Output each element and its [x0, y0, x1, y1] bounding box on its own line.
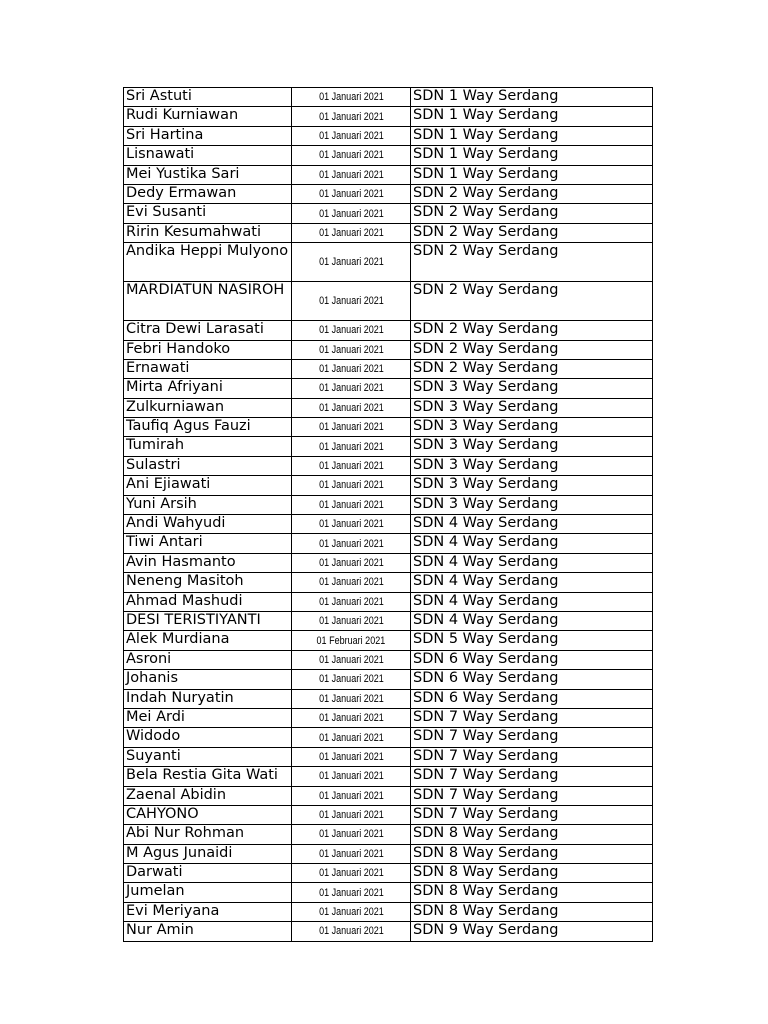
date-cell: [292, 592, 411, 611]
date-text: 01 Januari 2021: [318, 692, 384, 705]
date-text: 01 Januari 2021: [318, 906, 384, 919]
name-cell: Ahmad Mashudi: [124, 592, 292, 611]
school-cell: SDN 7 Way Serdang: [411, 728, 653, 747]
name-cell: Avin Hasmanto: [124, 553, 292, 572]
name-cell: Mei Ardi: [124, 708, 292, 727]
name-cell: Alek Murdiana: [124, 631, 292, 650]
date-cell: [292, 398, 411, 417]
date-cell: [292, 282, 411, 321]
name-cell: Abi Nur Rohman: [124, 825, 292, 844]
table-row: [124, 223, 653, 242]
table-row: [124, 146, 653, 165]
name-cell: M Agus Junaidi: [124, 844, 292, 863]
date-cell: [292, 476, 411, 495]
name-cell: Asroni: [124, 650, 292, 669]
name-cell: Zaenal Abidin: [124, 786, 292, 805]
school-cell: SDN 7 Way Serdang: [411, 805, 653, 824]
name-cell: Jumelan: [124, 883, 292, 902]
school-cell: SDN 4 Way Serdang: [411, 611, 653, 630]
table-row: [124, 88, 653, 107]
name-cell: Zulkurniawan: [124, 398, 292, 417]
name-cell: Neneng Masitoh: [124, 573, 292, 592]
date-cell: [292, 515, 411, 534]
table-row: [124, 359, 653, 378]
date-cell: [292, 243, 411, 282]
date-cell: [292, 184, 411, 203]
date-text: 01 Januari 2021: [318, 324, 384, 337]
date-text: 01 Januari 2021: [318, 809, 384, 822]
teacher-table: [123, 87, 653, 942]
name-cell: Bela Restia Gita Wati: [124, 767, 292, 786]
date-cell: [292, 553, 411, 572]
table-row: [124, 670, 653, 689]
date-cell: [292, 534, 411, 553]
table-row: [124, 340, 653, 359]
date-cell: [292, 922, 411, 941]
table-row: [124, 767, 653, 786]
name-cell: Mei Yustika Sari: [124, 165, 292, 184]
date-text: 01 Januari 2021: [318, 91, 384, 104]
school-cell: SDN 3 Way Serdang: [411, 437, 653, 456]
date-cell: [292, 418, 411, 437]
name-cell: Sri Hartina: [124, 126, 292, 145]
date-text: 01 Januari 2021: [318, 557, 384, 569]
date-text: 01 Januari 2021: [318, 363, 384, 376]
school-cell: SDN 2 Way Serdang: [411, 321, 653, 340]
school-cell: SDN 8 Way Serdang: [411, 883, 653, 902]
name-cell: DESI TERISTIYANTI: [124, 611, 292, 630]
school-cell: SDN 4 Way Serdang: [411, 534, 653, 553]
date-text: 01 Januari 2021: [318, 653, 384, 666]
school-cell: SDN 8 Way Serdang: [411, 902, 653, 921]
date-text: 01 Januari 2021: [318, 498, 384, 511]
date-cell: [292, 204, 411, 223]
date-text: 01 Januari 2021: [318, 110, 384, 123]
school-cell: SDN 7 Way Serdang: [411, 747, 653, 766]
school-cell: SDN 2 Way Serdang: [411, 282, 653, 321]
name-cell: Lisnawati: [124, 146, 292, 165]
date-text: 01 Januari 2021: [318, 421, 384, 434]
table-row: [124, 864, 653, 883]
table-row: [124, 650, 653, 669]
date-text: 01 Januari 2021: [318, 712, 384, 725]
school-cell: SDN 2 Way Serdang: [411, 243, 653, 282]
name-cell: Ani Ejiawati: [124, 476, 292, 495]
table-row: [124, 476, 653, 495]
school-cell: SDN 2 Way Serdang: [411, 184, 653, 203]
name-cell: Sulastri: [124, 456, 292, 475]
name-cell: Evi Susanti: [124, 204, 292, 223]
date-text: 01 Januari 2021: [318, 460, 384, 473]
date-text: 01 Januari 2021: [318, 256, 384, 269]
date-cell: [292, 359, 411, 378]
table-row: [124, 107, 653, 126]
date-text: 01 Januari 2021: [318, 518, 384, 531]
date-text: 01 Januari 2021: [318, 479, 384, 492]
date-cell: [292, 437, 411, 456]
date-text: 01 Januari 2021: [318, 295, 384, 308]
name-cell: Suyanti: [124, 747, 292, 766]
date-text: 01 Januari 2021: [318, 401, 384, 414]
date-text: 01 Januari 2021: [318, 576, 384, 589]
date-text: 01 Januari 2021: [318, 168, 384, 181]
date-text: 01 Januari 2021: [318, 343, 384, 356]
table-row: [124, 321, 653, 340]
table-row: [124, 515, 653, 534]
name-cell: Citra Dewi Larasati: [124, 321, 292, 340]
name-cell: Ernawati: [124, 359, 292, 378]
school-cell: SDN 7 Way Serdang: [411, 708, 653, 727]
date-cell: [292, 611, 411, 630]
table-row: [124, 631, 653, 650]
name-cell: Tumirah: [124, 437, 292, 456]
date-cell: [292, 573, 411, 592]
name-cell: Mirta Afriyani: [124, 379, 292, 398]
date-cell: [292, 825, 411, 844]
date-cell: [292, 631, 411, 650]
school-cell: SDN 7 Way Serdang: [411, 786, 653, 805]
date-text: 01 Januari 2021: [318, 129, 384, 142]
school-cell: SDN 2 Way Serdang: [411, 204, 653, 223]
name-cell: Andika Heppi Mulyono: [124, 243, 292, 282]
school-cell: SDN 2 Way Serdang: [411, 223, 653, 242]
date-cell: [292, 340, 411, 359]
name-cell: Johanis: [124, 670, 292, 689]
date-cell: [292, 650, 411, 669]
name-cell: Andi Wahyudi: [124, 515, 292, 534]
name-cell: Febri Handoko: [124, 340, 292, 359]
date-text: 01 Januari 2021: [318, 595, 384, 608]
date-cell: [292, 747, 411, 766]
name-cell: Tiwi Antari: [124, 534, 292, 553]
school-cell: SDN 2 Way Serdang: [411, 340, 653, 359]
table-row: [124, 825, 653, 844]
school-cell: SDN 6 Way Serdang: [411, 670, 653, 689]
name-cell: Widodo: [124, 728, 292, 747]
table-row: [124, 689, 653, 708]
school-cell: SDN 1 Way Serdang: [411, 126, 653, 145]
date-text: 01 Januari 2021: [318, 207, 384, 220]
name-cell: Ririn Kesumahwati: [124, 223, 292, 242]
school-cell: SDN 3 Way Serdang: [411, 476, 653, 495]
date-cell: [292, 805, 411, 824]
table-row: [124, 165, 653, 184]
date-cell: [292, 107, 411, 126]
date-text: 01 Januari 2021: [318, 750, 384, 763]
table-row: [124, 883, 653, 902]
date-text: 01 Januari 2021: [318, 615, 384, 628]
date-text: 01 Januari 2021: [318, 886, 384, 899]
table-row: [124, 747, 653, 766]
table-row: [124, 553, 653, 572]
table-row: [124, 728, 653, 747]
date-cell: [292, 728, 411, 747]
table-row: [124, 844, 653, 863]
school-cell: SDN 4 Way Serdang: [411, 553, 653, 572]
table-row: [124, 456, 653, 475]
school-cell: SDN 8 Way Serdang: [411, 844, 653, 863]
date-cell: [292, 883, 411, 902]
name-cell: CAHYONO: [124, 805, 292, 824]
school-cell: SDN 3 Way Serdang: [411, 418, 653, 437]
school-cell: SDN 3 Way Serdang: [411, 379, 653, 398]
date-cell: [292, 864, 411, 883]
date-cell: [292, 670, 411, 689]
name-cell: Sri Astuti: [124, 88, 292, 107]
date-cell: [292, 456, 411, 475]
school-cell: SDN 1 Way Serdang: [411, 165, 653, 184]
school-cell: SDN 7 Way Serdang: [411, 767, 653, 786]
name-cell: Darwati: [124, 864, 292, 883]
table-row: [124, 534, 653, 553]
name-cell: Evi Meriyana: [124, 902, 292, 921]
table-row: [124, 437, 653, 456]
date-cell: [292, 165, 411, 184]
school-cell: SDN 3 Way Serdang: [411, 398, 653, 417]
date-cell: [292, 223, 411, 242]
date-text: 01 Januari 2021: [318, 731, 384, 744]
date-cell: [292, 689, 411, 708]
school-cell: SDN 4 Way Serdang: [411, 573, 653, 592]
date-text: 01 Januari 2021: [318, 789, 384, 802]
table-row: [124, 573, 653, 592]
table-row: [124, 243, 653, 282]
school-cell: SDN 8 Way Serdang: [411, 825, 653, 844]
name-cell: Nur Amin: [124, 922, 292, 941]
table-row: [124, 922, 653, 941]
date-cell: [292, 126, 411, 145]
school-cell: SDN 1 Way Serdang: [411, 107, 653, 126]
date-text: 01 Januari 2021: [318, 440, 384, 453]
table-row: [124, 204, 653, 223]
date-cell: [292, 495, 411, 514]
name-cell: Rudi Kurniawan: [124, 107, 292, 126]
table-row: [124, 611, 653, 630]
date-text: 01 Januari 2021: [318, 188, 384, 201]
school-cell: SDN 1 Way Serdang: [411, 146, 653, 165]
school-cell: SDN 9 Way Serdang: [411, 922, 653, 941]
school-cell: SDN 1 Way Serdang: [411, 88, 653, 107]
name-cell: MARDIATUN NASIROH: [124, 282, 292, 321]
table-row: [124, 126, 653, 145]
date-text: 01 Januari 2021: [318, 847, 384, 860]
date-text: 01 Januari 2021: [318, 673, 384, 686]
school-cell: SDN 3 Way Serdang: [411, 495, 653, 514]
table-row: [124, 282, 653, 321]
date-text: 01 Januari 2021: [318, 828, 384, 841]
table-body: [124, 88, 653, 942]
date-cell: [292, 767, 411, 786]
date-text: 01 Januari 2021: [318, 149, 384, 162]
date-cell: [292, 379, 411, 398]
school-cell: SDN 8 Way Serdang: [411, 864, 653, 883]
table-row: [124, 398, 653, 417]
table-row: [124, 786, 653, 805]
date-cell: [292, 786, 411, 805]
school-cell: SDN 6 Way Serdang: [411, 689, 653, 708]
school-cell: SDN 3 Way Serdang: [411, 456, 653, 475]
date-text: 01 Januari 2021: [318, 537, 384, 550]
date-cell: [292, 708, 411, 727]
date-text: 01 Februari 2021: [316, 634, 386, 647]
date-text: 01 Januari 2021: [318, 382, 384, 395]
date-text: 01 Januari 2021: [318, 770, 384, 783]
date-cell: [292, 88, 411, 107]
table-row: [124, 184, 653, 203]
table-row: [124, 495, 653, 514]
date-cell: [292, 321, 411, 340]
name-cell: Yuni Arsih: [124, 495, 292, 514]
date-text: 01 Januari 2021: [318, 226, 384, 239]
name-cell: Taufiq Agus Fauzi: [124, 418, 292, 437]
date-text: 01 Januari 2021: [318, 925, 384, 938]
table-row: [124, 592, 653, 611]
school-cell: SDN 6 Way Serdang: [411, 650, 653, 669]
table-row: [124, 708, 653, 727]
date-text: 01 Januari 2021: [318, 867, 384, 880]
table-row: [124, 418, 653, 437]
school-cell: SDN 2 Way Serdang: [411, 359, 653, 378]
date-cell: [292, 902, 411, 921]
date-cell: [292, 844, 411, 863]
table-row: [124, 379, 653, 398]
date-cell: [292, 146, 411, 165]
school-cell: SDN 4 Way Serdang: [411, 515, 653, 534]
school-cell: SDN 5 Way Serdang: [411, 631, 653, 650]
name-cell: Indah Nuryatin: [124, 689, 292, 708]
school-cell: SDN 4 Way Serdang: [411, 592, 653, 611]
table-row: [124, 805, 653, 824]
table-row: [124, 902, 653, 921]
name-cell: Dedy Ermawan: [124, 184, 292, 203]
